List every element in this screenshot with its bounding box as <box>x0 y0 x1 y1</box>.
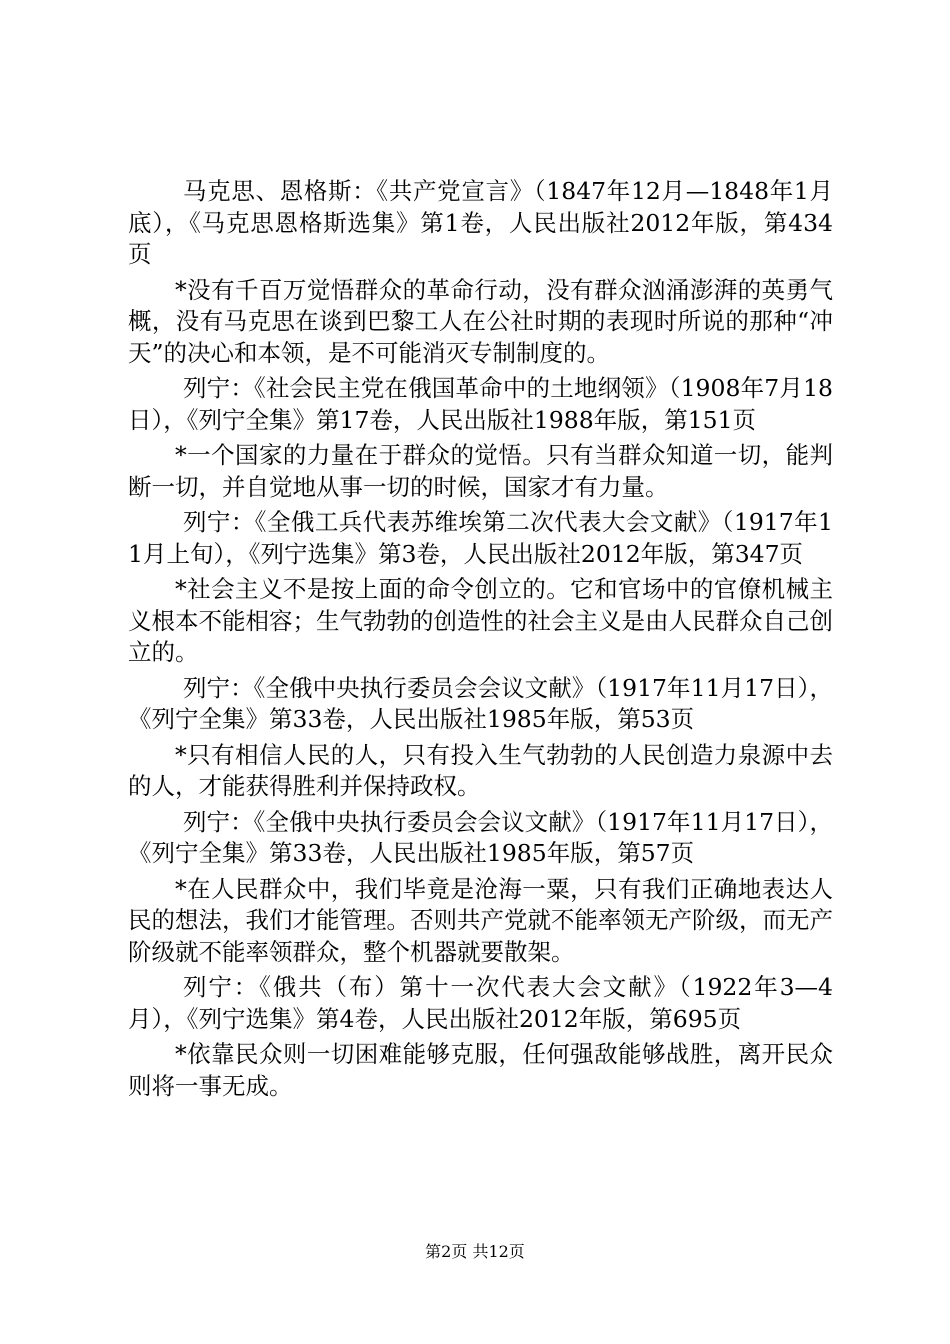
citation-paragraph: 马克思、恩格斯：《共产党宣言》（1847年12月—1848年1月底），《马克思恩格斯选集》第1卷，人民出版社2012年版，第434页 <box>128 177 833 268</box>
page-number-footer: 第2页 共12页 <box>425 1242 525 1261</box>
quote-paragraph: *只有相信人民的人，只有投入生气勃勃的人民创造力泉源中去的人，才能获得胜利并保持政权。 <box>128 740 833 800</box>
citation-paragraph: 列宁：《全俄中央执行委员会会议文献》（1917年11月17日），《列宁全集》第33卷，人民出版社1985年版，第53页 <box>128 673 833 733</box>
quote-paragraph: *在人民群众中，我们毕竟是沧海一粟，只有我们正确地表达人民的想法，我们才能管理。否则共产党就不能率领无产阶级，而无产阶级就不能率领群众，整个机器就要散架。 <box>128 874 833 966</box>
citation-paragraph: 列宁：《社会民主党在俄国革命中的土地纲领》（1908年7月18日），《列宁全集》第17卷，人民出版社1988年版，第151页 <box>128 374 833 434</box>
document-body <box>128 176 833 1102</box>
quote-paragraph: *社会主义不是按上面的命令创立的。它和官场中的官僚机械主义根本不能相容；生气勃勃的创造性的社会主义是由人民群众自己创立的。 <box>128 575 833 666</box>
citation-paragraph: 列宁：《俄共（布）第十一次代表大会文献》（1922年3—4月），《列宁选集》第4卷，人民出版社2012年版，第695页 <box>128 973 833 1033</box>
quote-paragraph: *依靠民众则一切困难能够克服，任何强敌能够战胜，离开民众则将一事无成。 <box>128 1040 833 1100</box>
quote-paragraph: *一个国家的力量在于群众的觉悟。只有当群众知道一切，能判断一切，并自觉地从事一切的时候，国家才有力量。 <box>128 441 833 501</box>
quote-paragraph: *没有千百万觉悟群众的革命行动，没有群众汹涌澎湃的英勇气概，没有马克思在谈到巴黎工人在公社时期的表现时所说的那种“冲天”的决心和本领，是不可能消灭专制制度的。 <box>128 275 833 367</box>
citation-paragraph: 列宁：《全俄中央执行委员会会议文献》（1917年11月17日），《列宁全集》第33卷，人民出版社1985年版，第57页 <box>128 807 833 867</box>
citation-paragraph: 列宁：《全俄工兵代表苏维埃第二次代表大会文献》（1917年11月上旬），《列宁选集》第3卷，人民出版社2012年版，第347页 <box>128 508 833 568</box>
